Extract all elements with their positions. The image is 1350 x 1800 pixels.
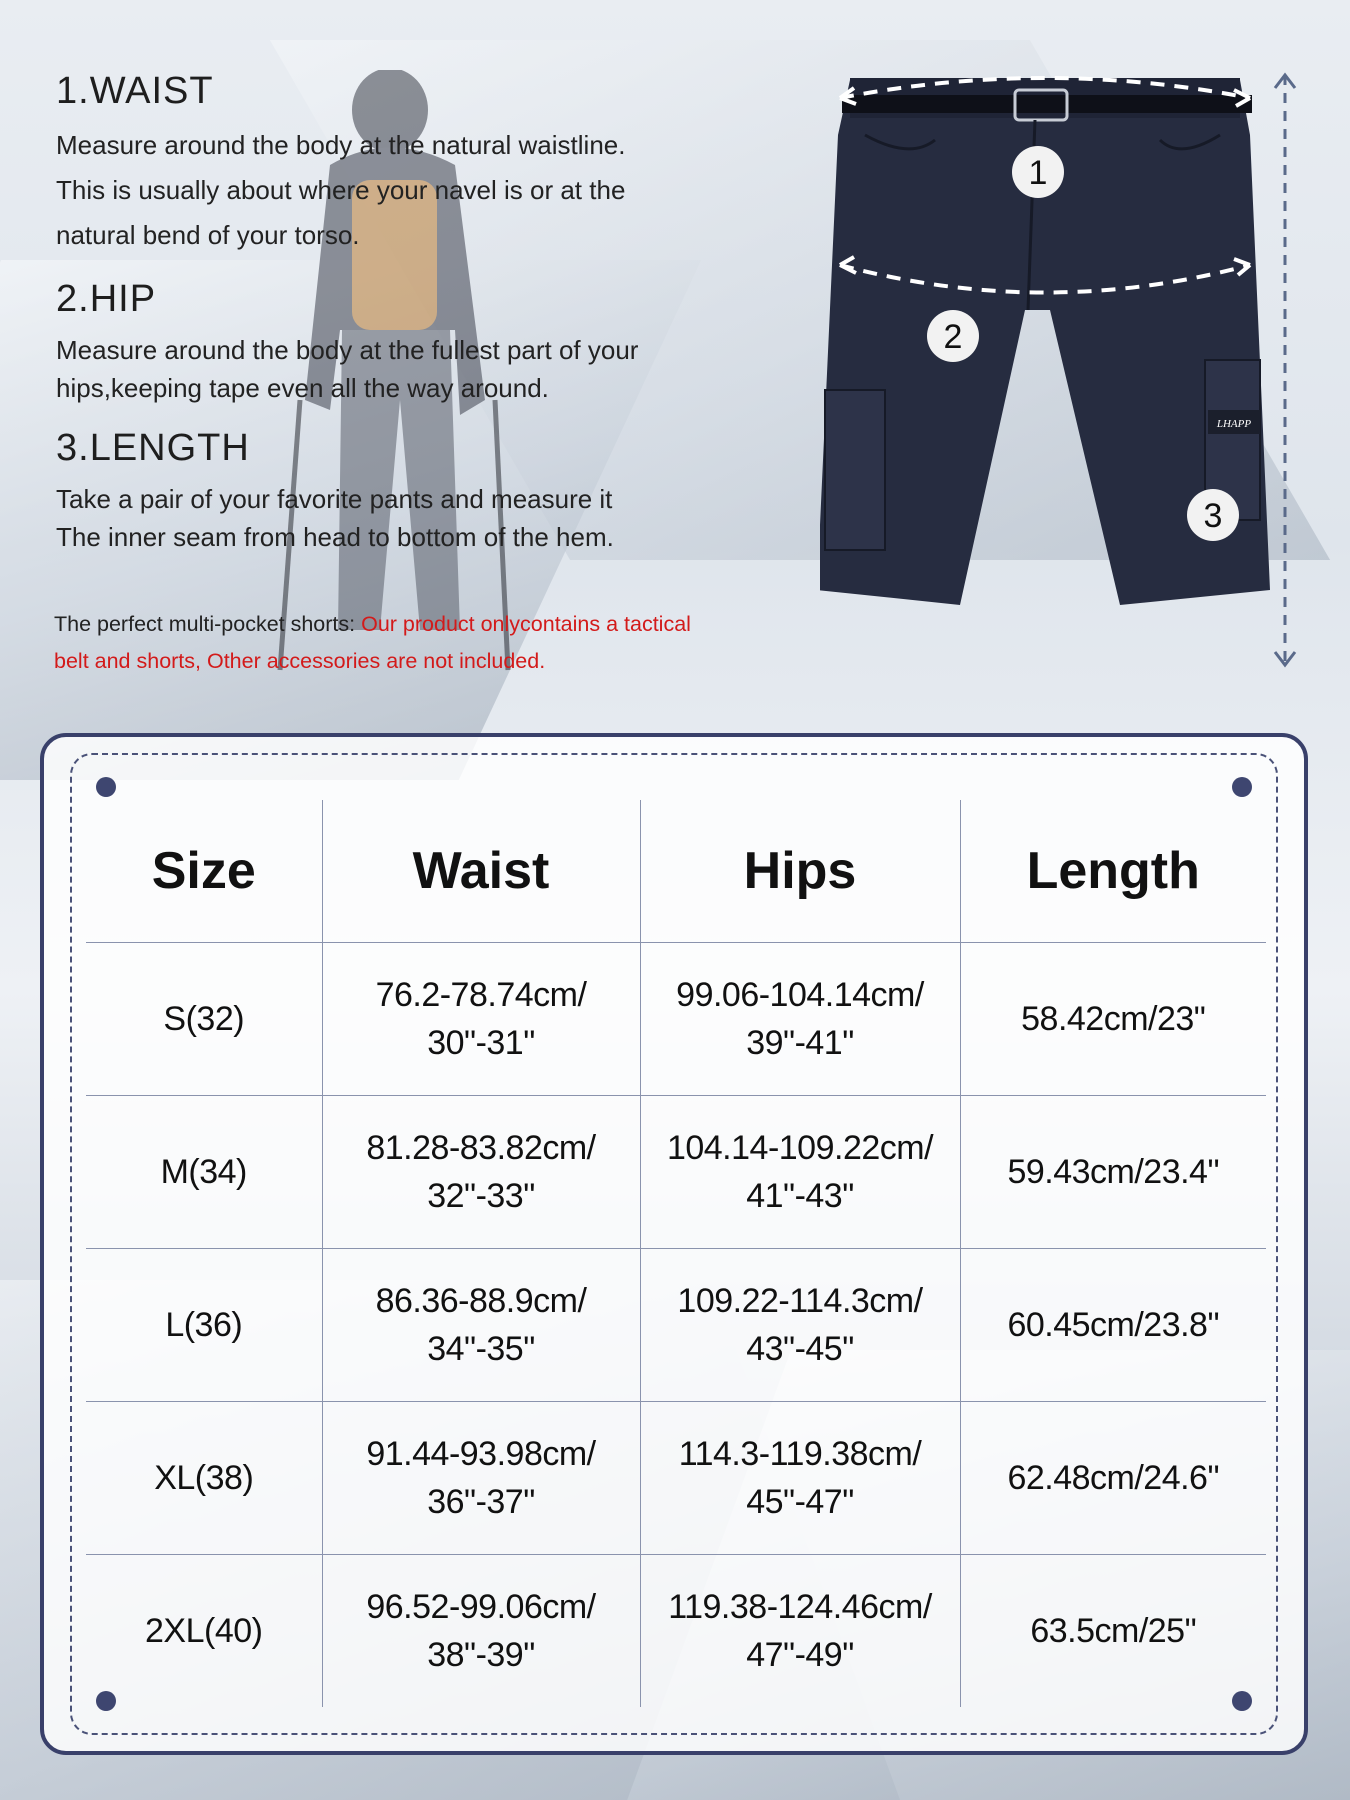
table-header-row (86, 800, 1266, 943)
hips-cell: 99.06-104.14cm/ 39"-41" (640, 943, 960, 1096)
hips-cell: 119.38-124.46cm/ 47"-49" (640, 1555, 960, 1708)
product-note (54, 606, 794, 680)
marker-1: 1 (1028, 154, 1048, 192)
size-cell: 2XL(40) (86, 1555, 322, 1708)
header-length: Length (960, 800, 1266, 943)
hip-description (56, 331, 776, 407)
shorts-label-tag: LHAPP (1216, 418, 1252, 430)
waist-heading: 1.WAIST (56, 70, 214, 112)
hips-cell: 114.3-119.38cm/ 45"-47" (640, 1402, 960, 1555)
header-waist: Waist (322, 800, 640, 943)
length-cell: 59.43cm/23.4" (960, 1096, 1266, 1249)
hip-heading: 2.HIP (56, 278, 157, 320)
note-warning-2: belt and shorts, Other accessories are not included. (54, 649, 546, 673)
marker-2: 2 (943, 318, 963, 356)
corner-dot (96, 777, 116, 797)
waist-line-1: Measure around the body at the natural waistline. (56, 130, 626, 160)
waist-cell: 76.2-78.74cm/ 30"-31" (322, 943, 640, 1096)
size-cell: L(36) (86, 1249, 322, 1402)
length-line-1: Take a pair of your favorite pants and measure it (56, 484, 613, 514)
table-row (86, 1555, 1266, 1708)
note-warning-1: Our product onlycontains a tactical (361, 612, 691, 636)
size-cell: S(32) (86, 943, 322, 1096)
hips-cell: 109.22-114.3cm/ 43"-45" (640, 1249, 960, 1402)
measurement-instructions (56, 70, 776, 576)
waist-cell: 91.44-93.98cm/ 36"-37" (322, 1402, 640, 1555)
waist-cell: 96.52-99.06cm/ 38"-39" (322, 1555, 640, 1708)
waist-cell: 81.28-83.82cm/ 32"-33" (322, 1096, 640, 1249)
header-size: Size (86, 800, 322, 943)
hip-line-1: Measure around the body at the fullest part of your (56, 335, 639, 365)
table-row (86, 1249, 1266, 1402)
hips-cell: 104.14-109.22cm/ 41"-43" (640, 1096, 960, 1249)
header-hips: Hips (640, 800, 960, 943)
length-line-2: The inner seam from head to bottom of the hem. (56, 522, 614, 552)
table-row (86, 1402, 1266, 1555)
waist-line-3: natural bend of your torso. (56, 220, 360, 250)
size-cell: M(34) (86, 1096, 322, 1249)
waist-description (56, 123, 776, 258)
length-cell: 58.42cm/23" (960, 943, 1266, 1096)
hip-line-2: hips,keeping tape even all the way around. (56, 373, 549, 403)
size-chart-table (86, 800, 1266, 1707)
length-cell: 63.5cm/25" (960, 1555, 1266, 1708)
shorts-image (820, 60, 1300, 680)
waist-line-2: This is usually about where your navel is or at the (56, 175, 626, 205)
length-heading: 3.LENGTH (56, 427, 250, 469)
length-description (56, 480, 776, 556)
marker-3: 3 (1203, 497, 1223, 535)
size-cell: XL(38) (86, 1402, 322, 1555)
waist-cell: 86.36-88.9cm/ 34"-35" (322, 1249, 640, 1402)
shorts-measurement-diagram (820, 60, 1300, 680)
table-row (86, 943, 1266, 1096)
length-cell: 60.45cm/23.8" (960, 1249, 1266, 1402)
length-cell: 62.48cm/24.6" (960, 1402, 1266, 1555)
corner-dot (1232, 777, 1252, 797)
note-prefix: The perfect multi-pocket shorts: (54, 612, 362, 636)
table-row (86, 1096, 1266, 1249)
